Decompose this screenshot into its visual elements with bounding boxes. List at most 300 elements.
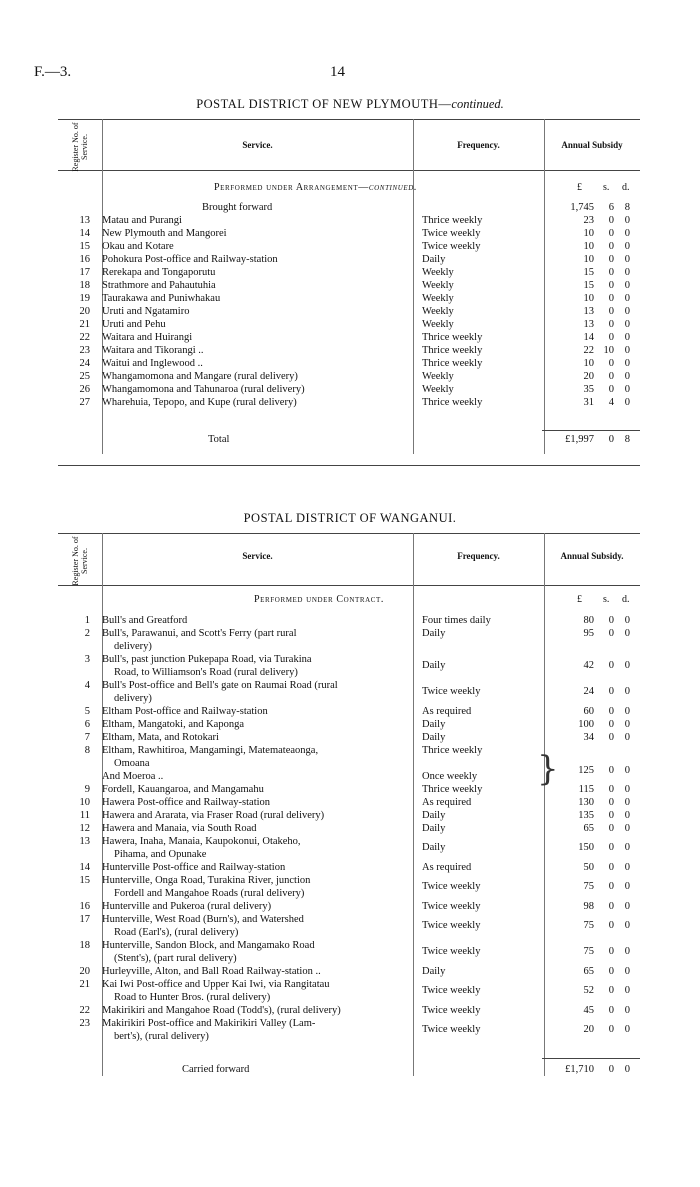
lsd-shillings: s. — [603, 594, 610, 605]
amount-shillings: 0 — [608, 706, 614, 717]
amount-pence: 0 — [624, 966, 630, 977]
amount-shillings: 0 — [608, 920, 614, 931]
amount-shillings: 0 — [608, 384, 614, 395]
amount-shillings: 0 — [608, 823, 614, 834]
amount-pence: 0 — [624, 810, 630, 821]
table2-top-rule — [58, 533, 640, 534]
amount-pounds: 98 — [583, 901, 594, 912]
amount-pounds: 23 — [583, 215, 594, 226]
amount-pence: 0 — [624, 1005, 630, 1016]
amount-pounds: 45 — [583, 1005, 594, 1016]
amount-shillings: 0 — [608, 985, 614, 996]
bracket-brace: } — [537, 749, 559, 789]
table1-head-rule — [58, 170, 640, 171]
service-name: Hawera Post-office and Railway-station — [102, 797, 271, 808]
amount-pounds: 10 — [583, 293, 594, 304]
amount-pence: 0 — [624, 215, 630, 226]
service-name: Pohokura Post-office and Railway-station — [102, 254, 278, 265]
table-row — [58, 344, 638, 357]
register-number: 15 — [79, 241, 90, 252]
amount-pounds: 1,745 — [570, 202, 594, 213]
service-name: Bull's and Greatford — [102, 615, 188, 626]
amount-pence: 0 — [624, 732, 630, 743]
table-row — [58, 731, 638, 744]
frequency: Daily — [422, 719, 446, 730]
register-number: 24 — [79, 358, 90, 369]
amount-pence: 0 — [624, 686, 630, 697]
section2-subhead: Performed under Contract. — [254, 594, 385, 605]
table-row — [58, 227, 638, 240]
register-number: 11 — [79, 810, 90, 821]
service-name: Hunterville, West Road (Burn's), and Watershed — [102, 914, 304, 925]
column-header-subsidy: Annual Subsidy — [561, 140, 623, 150]
total-rule — [542, 430, 640, 431]
column-header-subsidy: Annual Subsidy. — [560, 551, 624, 561]
table-row — [58, 357, 638, 370]
amount-pence: 0 — [624, 719, 630, 730]
frequency: Weekly — [422, 267, 454, 278]
amount-shillings: 0 — [608, 686, 614, 697]
amount-shillings: 0 — [608, 901, 614, 912]
register-number: 15 — [79, 875, 90, 886]
amount-pounds: 34 — [583, 732, 594, 743]
register-number: 14 — [79, 862, 90, 873]
amount-pence: 0 — [624, 306, 630, 317]
amount-pounds: 75 — [583, 946, 594, 957]
frequency: Weekly — [422, 319, 454, 330]
amount-pence: 0 — [624, 241, 630, 252]
service-name: Hawera, Inaha, Manaia, Kaupokonui, Otakeho, — [102, 836, 301, 847]
table-row — [58, 240, 638, 253]
table-row — [58, 214, 638, 227]
service-name: Hawera and Ararata, via Fraser Road (rural delivery) — [102, 810, 325, 821]
table-row — [58, 318, 638, 331]
amount-shillings: 0 — [608, 719, 614, 730]
column-header-service: Service. — [242, 551, 273, 561]
amount-shillings: 10 — [603, 345, 614, 356]
frequency: Twice weekly — [422, 1024, 481, 1035]
service-name: Waitara and Huirangi — [102, 332, 193, 343]
column-header-register: Register No. of Service. — [71, 122, 89, 172]
register-number: 9 — [84, 784, 90, 795]
amount-shillings: 0 — [608, 966, 614, 977]
frequency: Twice weekly — [422, 881, 481, 892]
register-number: 10 — [79, 797, 90, 808]
frequency: As required — [422, 797, 472, 808]
table-row — [58, 796, 638, 809]
amount-pounds: 65 — [583, 823, 594, 834]
register-number: 25 — [79, 371, 90, 382]
table-row — [58, 1017, 638, 1043]
frequency: Twice weekly — [422, 228, 481, 239]
service-name: Uruti and Ngatamiro — [102, 306, 190, 317]
amount-pence: 0 — [624, 823, 630, 834]
carried-forward-rule — [542, 1058, 640, 1059]
amount-pounds: 10 — [583, 228, 594, 239]
amount-shillings: 0 — [608, 306, 614, 317]
amount-pounds: 75 — [583, 881, 594, 892]
amount-pounds: 60 — [583, 706, 594, 717]
service-name: Makirikiri and Mangahoe Road (Todd's), (rural delivery) — [102, 1005, 341, 1016]
amount-pence: 0 — [624, 228, 630, 239]
frequency: Thrice weekly — [422, 745, 483, 756]
amount-pence: 0 — [624, 985, 630, 996]
service-name: Okau and Kotare — [102, 241, 174, 252]
service-name: Eltham, Rawhitiroa, Mangamingi, Matemateaonga, — [102, 745, 319, 756]
table-row — [58, 965, 638, 978]
amount-pounds: 10 — [583, 358, 594, 369]
amount-shillings: 0 — [608, 946, 614, 957]
amount-pounds: 15 — [583, 267, 594, 278]
frequency: Twice weekly — [422, 241, 481, 252]
frequency: Daily — [422, 732, 446, 743]
register-number: 23 — [79, 1018, 90, 1029]
amount-pounds: 13 — [583, 306, 594, 317]
amount-pounds: 95 — [583, 628, 594, 639]
amount-shillings: 0 — [608, 319, 614, 330]
amount-pounds: 75 — [583, 920, 594, 931]
section2-title: POSTAL DISTRICT OF WANGANUI. — [243, 511, 457, 525]
amount-pounds: 150 — [578, 842, 594, 853]
amount-pence: 0 — [624, 384, 630, 395]
service-name: Matau and Purangi — [102, 215, 182, 226]
total-label: Total — [208, 434, 230, 445]
brought-forward-row — [58, 201, 638, 214]
service-name: Taurakawa and Puniwhakau — [102, 293, 221, 304]
lsd-pence: d. — [622, 182, 630, 193]
amount-pounds: 20 — [583, 371, 594, 382]
register-number: 7 — [84, 732, 90, 743]
amount-shillings: 0 — [608, 293, 614, 304]
service-name: Whangamomona and Tahunaroa (rural delivery) — [102, 384, 305, 395]
service-name: Hawera and Manaia, via South Road — [102, 823, 257, 834]
frequency: Daily — [422, 254, 446, 265]
service-name: And Moeroa .. — [102, 771, 164, 782]
frequency: Thrice weekly — [422, 345, 483, 356]
amount-pence: 0 — [624, 397, 630, 408]
amount-pence: 0 — [624, 319, 630, 330]
register-number: 27 — [79, 397, 90, 408]
amount-pounds: 135 — [578, 810, 594, 821]
register-number: 8 — [84, 745, 90, 756]
table-row — [58, 900, 638, 913]
amount-pounds: 10 — [583, 254, 594, 265]
service-name: Hunterville and Pukeroa (rural delivery) — [102, 901, 272, 912]
table-row — [58, 653, 638, 679]
register-number: 20 — [79, 966, 90, 977]
amount-pence: 0 — [624, 765, 630, 776]
amount-pence: 0 — [624, 706, 630, 717]
register-number: 22 — [79, 332, 90, 343]
amount-shillings: 0 — [608, 280, 614, 291]
column-header-register: Register No. of Service. — [71, 536, 89, 586]
service-name: New Plymouth and Mangorei — [102, 228, 227, 239]
amount-shillings: 0 — [608, 881, 614, 892]
service-name-continued: Road to Hunter Bros. (rural delivery) — [114, 992, 271, 1003]
amount-pounds: 35 — [583, 384, 594, 395]
amount-shillings: 0 — [608, 241, 614, 252]
amount-pounds: 42 — [583, 660, 594, 671]
service-name-continued: (Stent's), (part rural delivery) — [114, 953, 237, 964]
table-row — [58, 305, 638, 318]
carried-forward-shillings: 0 — [608, 1064, 614, 1075]
carried-forward-pounds: £1,710 — [565, 1064, 594, 1075]
amount-pounds: 100 — [578, 719, 594, 730]
amount-shillings: 0 — [608, 842, 614, 853]
amount-pounds: 13 — [583, 319, 594, 330]
service-name-continued: Omoana — [114, 758, 150, 769]
frequency: Daily — [422, 842, 446, 853]
register-number: 2 — [84, 628, 90, 639]
amount-pounds: 80 — [583, 615, 594, 626]
table-row — [58, 396, 638, 409]
amount-shillings: 0 — [608, 371, 614, 382]
amount-shillings: 6 — [608, 202, 614, 213]
table-row — [58, 822, 638, 835]
service-name: Strathmore and Pahautuhia — [102, 280, 216, 291]
amount-pence: 8 — [624, 202, 630, 213]
table-row — [58, 939, 638, 965]
amount-pence: 0 — [624, 862, 630, 873]
amount-pounds: 22 — [583, 345, 594, 356]
service-name: Bull's Post-office and Bell's gate on Raumai Road (rural — [102, 680, 338, 691]
frequency: Twice weekly — [422, 946, 481, 957]
service-name: Whangamomona and Mangare (rural delivery) — [102, 371, 298, 382]
carried-forward-row — [58, 1063, 638, 1076]
register-number: 19 — [79, 293, 90, 304]
register-number: 21 — [79, 979, 90, 990]
service-name-continued: Pihama, and Opunake — [114, 849, 207, 860]
table-row — [58, 679, 638, 705]
table1-bottom-rule — [58, 465, 640, 466]
frequency: Once weekly — [422, 771, 478, 782]
frequency: Daily — [422, 810, 446, 821]
service-name-continued: bert's), (rural delivery) — [114, 1031, 209, 1042]
amount-pence: 0 — [624, 797, 630, 808]
table-row — [58, 978, 638, 1004]
amount-pence: 0 — [624, 784, 630, 795]
register-number: 16 — [79, 901, 90, 912]
frequency: As required — [422, 706, 472, 717]
amount-pounds: 65 — [583, 966, 594, 977]
table-row — [58, 253, 638, 266]
table-row — [58, 383, 638, 396]
amount-shillings: 0 — [608, 1005, 614, 1016]
frequency: Weekly — [422, 293, 454, 304]
frequency: Thrice weekly — [422, 358, 483, 369]
amount-pounds: 130 — [578, 797, 594, 808]
amount-pounds: 20 — [583, 1024, 594, 1035]
frequency: Weekly — [422, 280, 454, 291]
amount-pence: 0 — [624, 615, 630, 626]
register-number: 26 — [79, 384, 90, 395]
lsd-pence: d. — [622, 594, 630, 605]
amount-shillings: 0 — [608, 254, 614, 265]
amount-pence: 0 — [624, 280, 630, 291]
amount-shillings: 0 — [608, 784, 614, 795]
amount-pence: 0 — [624, 254, 630, 265]
amount-shillings: 0 — [608, 797, 614, 808]
section1-subhead: Performed under Arrangement—continued. — [214, 182, 418, 193]
amount-pounds: 52 — [583, 985, 594, 996]
amount-shillings: 0 — [608, 615, 614, 626]
service-name: Fordell, Kauangaroa, and Mangamahu — [102, 784, 264, 795]
register-number: 17 — [79, 914, 90, 925]
register-number: 14 — [79, 228, 90, 239]
amount-pence: 0 — [624, 1024, 630, 1035]
frequency: Thrice weekly — [422, 332, 483, 343]
amount-pence: 0 — [624, 332, 630, 343]
amount-pounds: 24 — [583, 686, 594, 697]
service-name: Kai Iwi Post-office and Upper Kai Iwi, via Rangitatau — [102, 979, 330, 990]
service-name-continued: Fordell and Mangahoe Roads (rural delivery) — [114, 888, 305, 899]
frequency: Daily — [422, 660, 446, 671]
amount-shillings: 0 — [608, 660, 614, 671]
frequency: Daily — [422, 966, 446, 977]
table-row — [58, 266, 638, 279]
amount-shillings: 0 — [608, 862, 614, 873]
service-name: Eltham, Mangatoki, and Kaponga — [102, 719, 245, 730]
register-number: 17 — [79, 267, 90, 278]
register-number: 5 — [84, 706, 90, 717]
register-number: 13 — [79, 215, 90, 226]
amount-pence: 0 — [624, 628, 630, 639]
frequency: Daily — [422, 823, 446, 834]
amount-shillings: 0 — [608, 228, 614, 239]
service-name: Hunterville Post-office and Railway-station — [102, 862, 286, 873]
table2-head-rule — [58, 585, 640, 586]
amount-pounds: 31 — [583, 397, 594, 408]
table-row — [58, 718, 638, 731]
table-row — [58, 705, 638, 718]
service-name: Bull's, Parawanui, and Scott's Ferry (part rural — [102, 628, 297, 639]
lsd-pounds: £ — [577, 594, 582, 605]
table-row — [58, 809, 638, 822]
frequency: Twice weekly — [422, 901, 481, 912]
page-ref: F.—3. — [34, 64, 72, 80]
table-row — [58, 861, 638, 874]
frequency: Twice weekly — [422, 985, 481, 996]
table-row — [58, 279, 638, 292]
amount-pence: 0 — [624, 946, 630, 957]
frequency: As required — [422, 862, 472, 873]
service-name: Bull's, past junction Pukepapa Road, via Turakina — [102, 654, 312, 665]
service-name: Waitara and Tikorangi .. — [102, 345, 204, 356]
amount-shillings: 4 — [608, 397, 614, 408]
register-number: 22 — [79, 1005, 90, 1016]
total-pounds: £1,997 — [565, 434, 594, 445]
frequency: Weekly — [422, 371, 454, 382]
lsd-pounds: £ — [577, 182, 582, 193]
register-number: 4 — [84, 680, 90, 691]
amount-shillings: 0 — [608, 215, 614, 226]
amount-pence: 0 — [624, 842, 630, 853]
frequency: Twice weekly — [422, 920, 481, 931]
amount-pounds: 15 — [583, 280, 594, 291]
register-number: 1 — [84, 615, 90, 626]
table-row — [58, 874, 638, 900]
service-name: Eltham, Mata, and Rotokari — [102, 732, 219, 743]
total-row — [58, 433, 638, 446]
frequency: Weekly — [422, 306, 454, 317]
register-number: 18 — [79, 940, 90, 951]
register-number: 18 — [79, 280, 90, 291]
service-name: Hurleyville, Alton, and Ball Road Railway-station .. — [102, 966, 321, 977]
amount-shillings: 0 — [608, 332, 614, 343]
service-name: Rerekapa and Tongaporutu — [102, 267, 216, 278]
table-row — [58, 614, 638, 627]
amount-shillings: 0 — [608, 1024, 614, 1035]
amount-shillings: 0 — [608, 358, 614, 369]
amount-pounds: 115 — [578, 784, 594, 795]
column-header-service: Service. — [242, 140, 273, 150]
register-number: 21 — [79, 319, 90, 330]
table-row — [58, 835, 638, 861]
register-number: 3 — [84, 654, 90, 665]
amount-pence: 0 — [624, 267, 630, 278]
amount-pounds: 14 — [583, 332, 594, 343]
amount-pence: 0 — [624, 920, 630, 931]
service-name: Makirikiri Post-office and Makirikiri Valley (Lam- — [102, 1018, 316, 1029]
carried-forward-pence: 0 — [624, 1064, 630, 1075]
frequency: Twice weekly — [422, 686, 481, 697]
carried-forward-label: Carried forward — [182, 1064, 250, 1075]
service-name-continued: Road, to Williamson's Road (rural delivery) — [114, 667, 298, 678]
amount-pence: 0 — [624, 901, 630, 912]
amount-pounds: 10 — [583, 241, 594, 252]
amount-shillings: 0 — [608, 732, 614, 743]
column-header-frequency: Frequency. — [457, 551, 500, 561]
page-number: 14 — [330, 64, 345, 80]
brought-forward-label: Brought forward — [202, 202, 273, 213]
register-number: 23 — [79, 345, 90, 356]
amount-pounds: 50 — [583, 862, 594, 873]
amount-pence: 0 — [624, 881, 630, 892]
register-number: 16 — [79, 254, 90, 265]
amount-pence: 0 — [624, 293, 630, 304]
column-header-frequency: Frequency. — [457, 140, 500, 150]
frequency: Twice weekly — [422, 1005, 481, 1016]
service-name: Waitui and Inglewood .. — [102, 358, 203, 369]
service-name: Wharehuia, Tepopo, and Kupe (rural delivery) — [102, 397, 297, 408]
frequency: Thrice weekly — [422, 784, 483, 795]
amount-shillings: 0 — [608, 765, 614, 776]
register-number: 20 — [79, 306, 90, 317]
lsd-shillings: s. — [603, 182, 610, 193]
table-row — [58, 331, 638, 344]
amount-pence: 0 — [624, 660, 630, 671]
amount-shillings: 0 — [608, 810, 614, 821]
service-name: Uruti and Pehu — [102, 319, 166, 330]
frequency: Weekly — [422, 384, 454, 395]
service-name: Hunterville, Onga Road, Turakina River, junction — [102, 875, 311, 886]
service-name-continued: Road (Earl's), (rural delivery) — [114, 927, 239, 938]
register-number: 12 — [79, 823, 90, 834]
table-row — [58, 1004, 638, 1017]
amount-pence: 0 — [624, 345, 630, 356]
table-row — [58, 913, 638, 939]
frequency: Thrice weekly — [422, 215, 483, 226]
amount-shillings: 0 — [608, 628, 614, 639]
total-shillings: 0 — [608, 434, 614, 445]
section1-title: POSTAL DISTRICT OF NEW PLYMOUTH—continued. — [196, 97, 504, 111]
amount-shillings: 0 — [608, 267, 614, 278]
service-name: Eltham Post-office and Railway-station — [102, 706, 268, 717]
frequency: Daily — [422, 628, 446, 639]
table1-top-rule — [58, 119, 640, 120]
amount-pounds: 125 — [578, 765, 594, 776]
service-name-continued: delivery) — [114, 641, 152, 652]
